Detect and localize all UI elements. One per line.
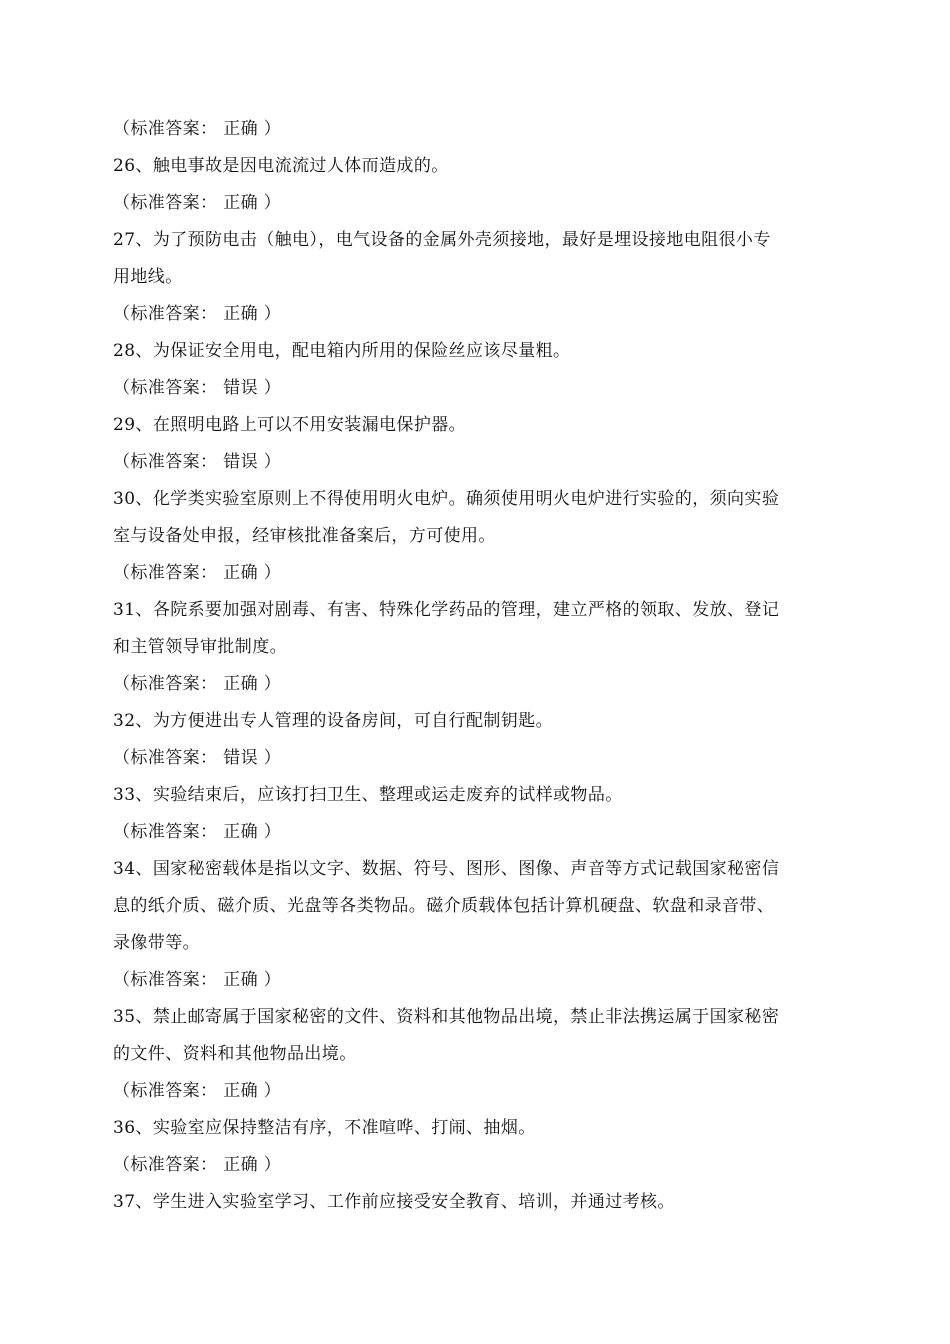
question-text-line: 26、触电事故是因电流流过人体而造成的。: [113, 156, 449, 176]
answer-line: （标准答案： 错误 ）: [113, 452, 282, 472]
answer-line: （标准答案： 正确 ）: [113, 304, 282, 324]
question-item: [113, 703, 837, 740]
question-item: [113, 851, 837, 962]
question-item: [113, 777, 837, 814]
question-item: [113, 407, 837, 444]
question-text-line: 用地线。: [113, 267, 183, 287]
question-item: [113, 481, 837, 555]
question-item: [113, 1184, 837, 1221]
question-text-line: 31、各院系要加强对剧毒、有害、特殊化学药品的管理，建立严格的领取、发放、登记: [113, 600, 780, 620]
question-text-line: 息的纸介质、磁介质、光盘等各类物品。磁介质载体包括计算机硬盘、软盘和录音带、: [113, 896, 775, 916]
answer-line: （标准答案： 正确 ）: [113, 970, 282, 990]
question-text-line: 27、为了预防电击（触电），电气设备的金属外壳须接地，最好是埋设接地电阻很小专: [113, 230, 771, 250]
answer-line: （标准答案： 正确 ）: [113, 822, 282, 842]
question-text-line: 室与设备处申报，经审核批准备案后，方可使用。: [113, 526, 496, 546]
answer-line: （标准答案： 正确 ）: [113, 1081, 282, 1101]
question-text-line: 和主管领导审批制度。: [113, 637, 287, 657]
answer-line: （标准答案： 正确 ）: [113, 674, 282, 694]
question-text-line: 32、为方便进出专人管理的设备房间，可自行配制钥匙。: [113, 711, 554, 731]
answer-line: （标准答案： 正确 ）: [113, 563, 282, 583]
question-text-line: 36、实验室应保持整洁有序，不准喧哗、打闹、抽烟。: [113, 1118, 536, 1138]
question-text-line: 的文件、资料和其他物品出境。: [113, 1044, 357, 1064]
question-text-line: 29、在照明电路上可以不用安装漏电保护器。: [113, 415, 467, 435]
question-text-line: 35、禁止邮寄属于国家秘密的文件、资料和其他物品出境，禁止非法携运属于国家秘密: [113, 1007, 780, 1027]
question-item: [113, 1110, 837, 1147]
question-item: [113, 592, 837, 666]
answer-line: （标准答案： 错误 ）: [113, 378, 282, 398]
question-list: [113, 111, 837, 1221]
question-text-line: 28、为保证安全用电，配电箱内所用的保险丝应该尽量粗。: [113, 341, 571, 361]
question-text-line: 录像带等。: [113, 933, 200, 953]
question-item: [113, 222, 837, 296]
answer-line: （标准答案： 正确 ）: [113, 1155, 282, 1175]
answer-line: （标准答案： 正确 ）: [113, 193, 282, 213]
answer-line: （标准答案： 错误 ）: [113, 748, 282, 768]
question-text-line: 34、国家秘密载体是指以文字、数据、符号、图形、图像、声音等方式记载国家秘密信: [113, 859, 780, 879]
question-text-line: 33、实验结束后，应该打扫卫生、整理或运走废弃的试样或物品。: [113, 785, 623, 805]
question-item: [113, 333, 837, 370]
question-text-line: 37、学生进入实验室学习、工作前应接受安全教育、培训，并通过考核。: [113, 1192, 675, 1212]
question-item: [113, 999, 837, 1073]
question-item: [113, 148, 837, 185]
question-text-line: 30、化学类实验室原则上不得使用明火电炉。确须使用明火电炉进行实验的，须向实验: [113, 489, 780, 509]
answer-line: （标准答案： 正确 ）: [113, 119, 282, 139]
